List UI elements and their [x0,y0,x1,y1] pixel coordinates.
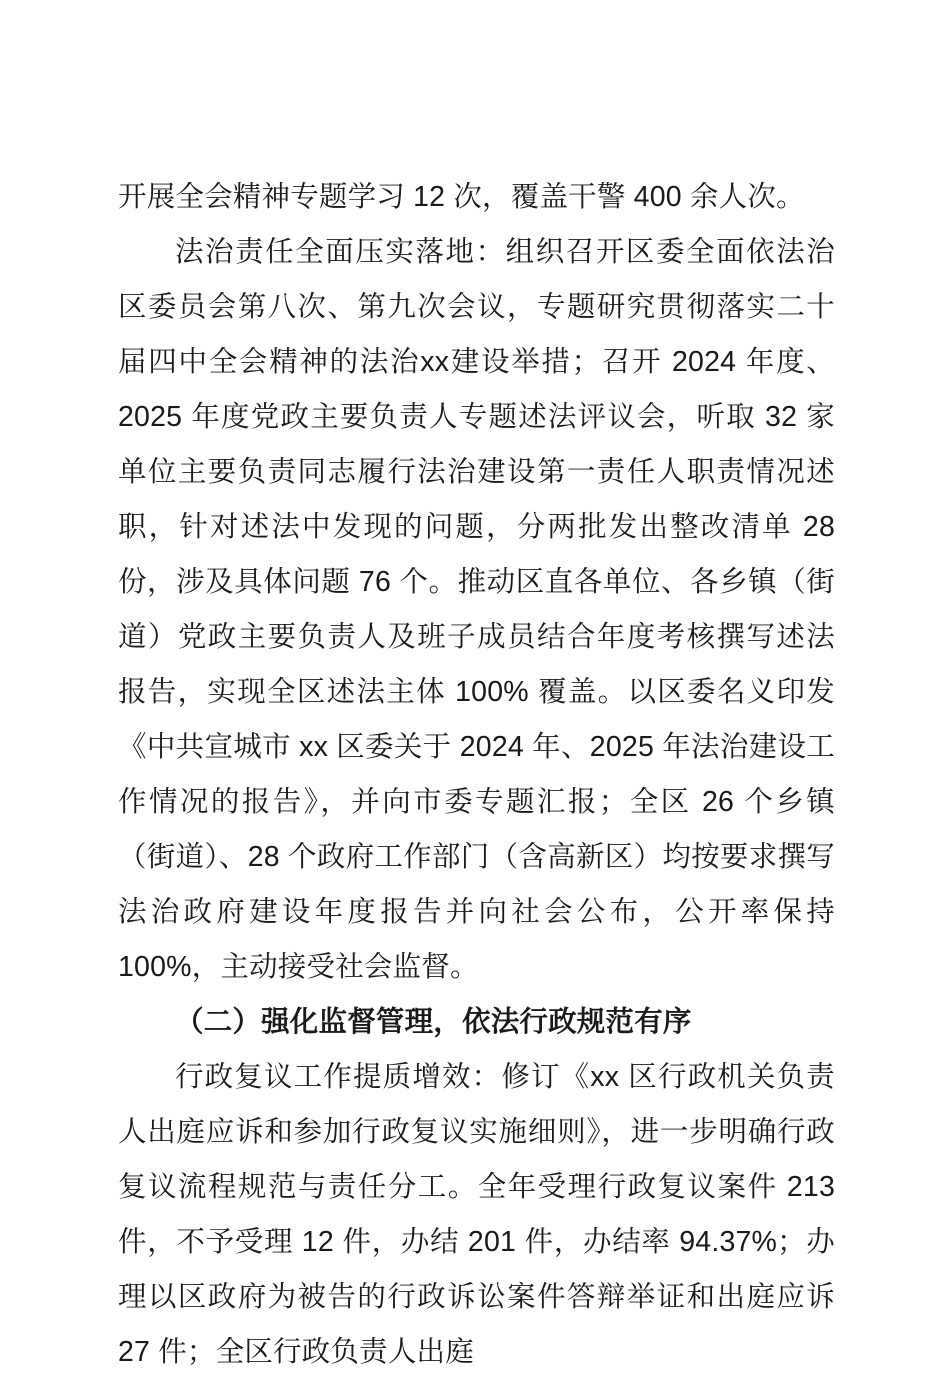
paragraph-legal-responsibility: 法治责任全面压实落地：组织召开区委全面依法治区委员会第八次、第九次会议，专题研究贯彻落实二十届四中全会精神的法治xx建设举措；召开 2024 年度、2025 年度党政主要负责人专题述法评议会，听取 32 家单位主要负责同志履行法治建设第一责任人职责情况述职，针对述法中发现的问题，分两批发出整改清单 28 份，涉及具体问题 76 个。推动区直各单位、各乡镇（街道）党政主要负责人及班子成员结合年度考核撰写述法报告，实现全区述法主体 100% 覆盖。以区委名义印发《中共宣城市 xx 区委关于 2024 年、2025 年法治建设工作情况的报告》，并向市委专题汇报；全区 26 个乡镇（街道）、28 个政府工作部门（含高新区）均按要求撰写法治政府建设年度报告并向社会公布，公开率保持 100%，主动接受社会监督。 [118,236,835,983]
section-heading-two: （二）强化监督管理，依法行政规范有序 [175,1006,692,1038]
paragraph-administrative-reconsideration: 行政复议工作提质增效：修订《xx 区行政机关负责人出庭应诉和参加行政复议实施细则》，进一步明确行政复议流程规范与责任分工。全年受理行政复议案件 213 件，不予受理 12 件，办结 201 件，办结率 94.37%；办理以区政府为被告的行政诉讼案件答辩举证和出庭应诉 27 件；全区行政负责人出庭 [118,1061,835,1368]
document-body [118,170,835,1380]
paragraph-continuation: 开展全会精神专题学习 12 次，覆盖干警 400 余人次。 [118,181,805,213]
